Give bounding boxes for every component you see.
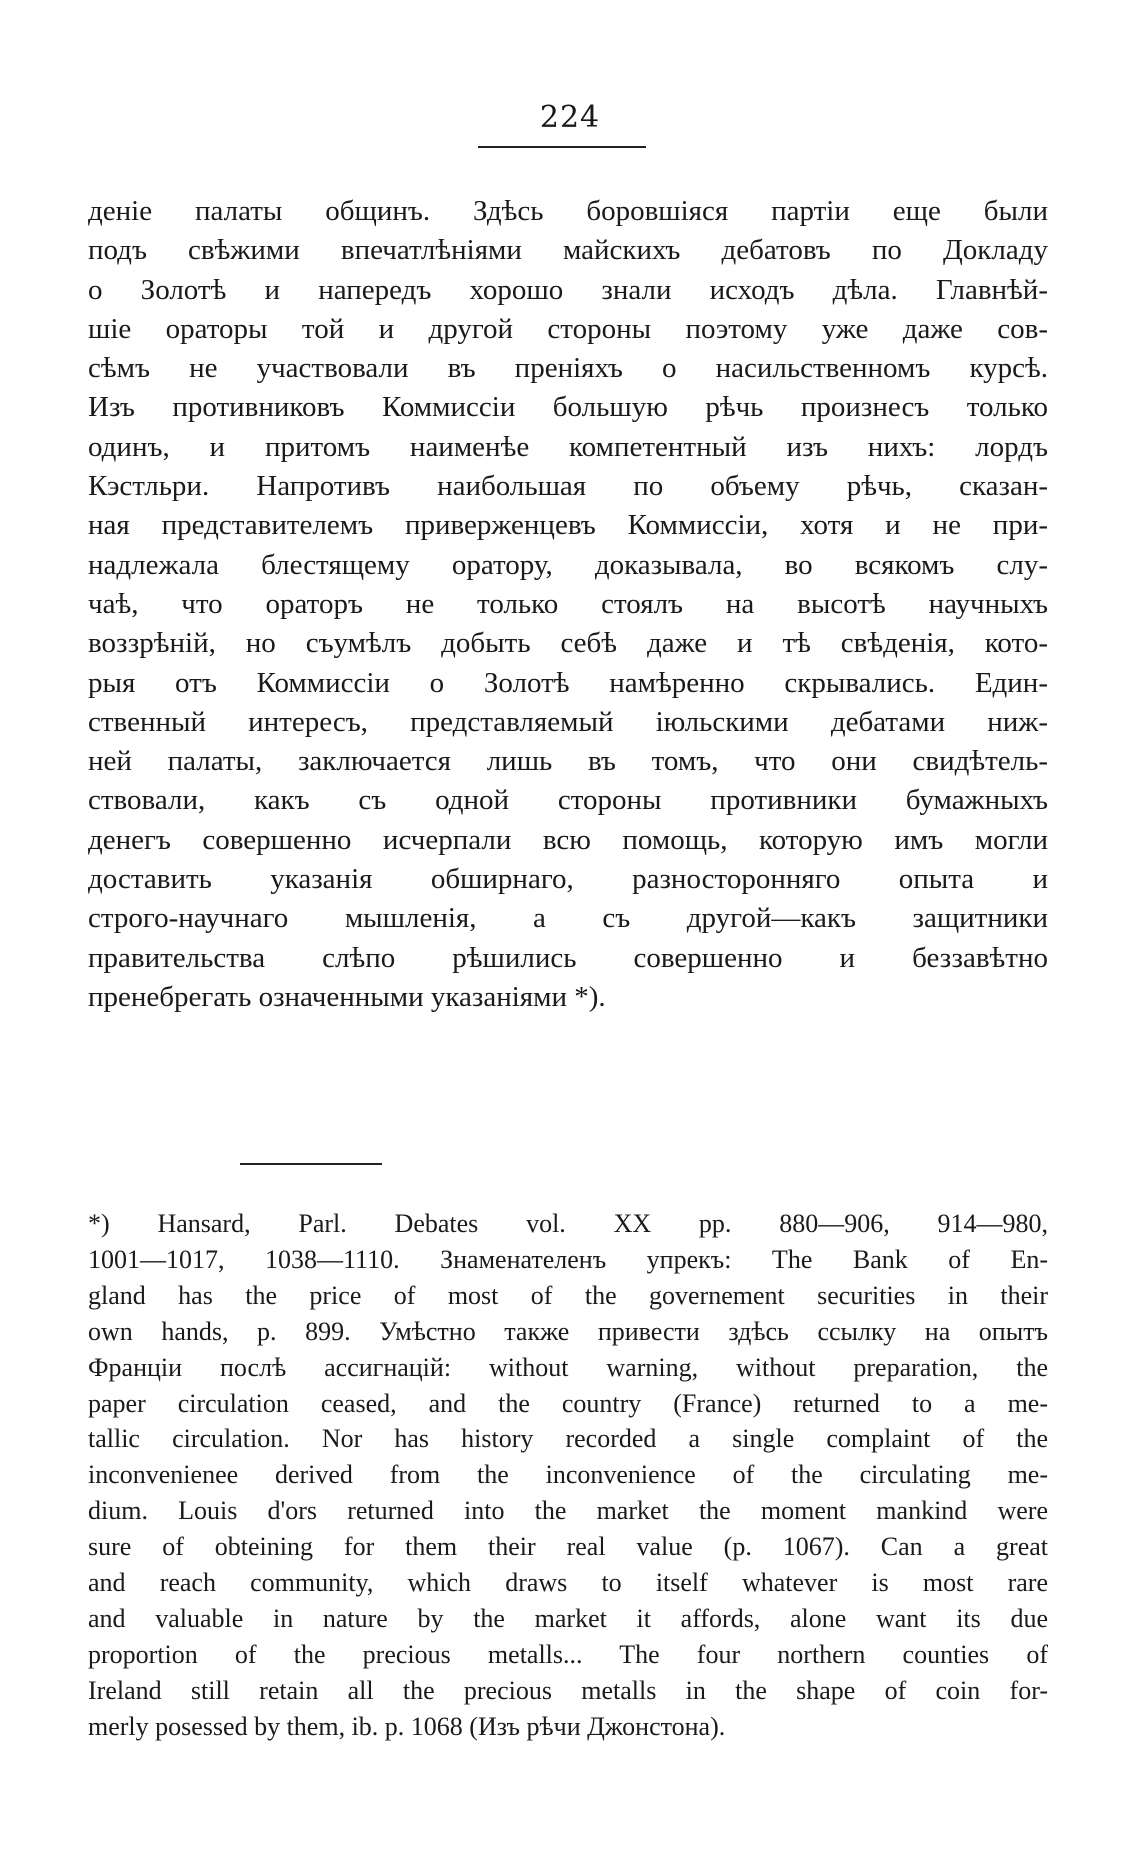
text-line: доставить указанія обширнаго, разносторонняго опыта и	[88, 863, 1048, 896]
text-line: о Золотѣ и напередъ хорошо знали исходъ дѣла. Главнѣй-	[88, 273, 1048, 306]
text-line: одинъ, и притомъ наименѣе компетентный изъ нихъ: лордъ	[88, 430, 1048, 463]
footnote-line: sure of obteining for them their real value (p. 1067). Can a great	[88, 1532, 1048, 1562]
text-line: Изъ противниковъ Коммиссіи большую рѣчь произнесъ только	[88, 391, 1048, 424]
text-line: ная представителемъ приверженцевъ Коммиссіи, хотя и не при-	[88, 509, 1048, 542]
footnote-line: own hands, p. 899. Умѣстно также привести здѣсь ссылку на опытъ	[88, 1316, 1048, 1346]
footnote-line: *) Hansard, Parl. Debates vol. XX pp. 880—906, 914—980,	[88, 1209, 1048, 1238]
text-line: сѣмъ не участвовали въ преніяхъ о насильственномъ курсѣ.	[88, 352, 1048, 385]
footnote	[88, 1206, 1048, 1745]
footnote-line: Ireland still retain all the precious metalls in the shape of coin for-	[88, 1675, 1048, 1705]
main-text	[88, 192, 1048, 1017]
footnote-line: paper circulation ceased, and the country (France) returned to a me-	[88, 1388, 1048, 1418]
text-line: Кэстльри. Напротивъ наибольшая по объему рѣчь, сказан-	[88, 470, 1048, 503]
footnote-line: gland has the price of most of the governement securities in their	[88, 1280, 1048, 1310]
text-line: воззрѣній, но съумѣлъ добыть себѣ даже и тѣ свѣденія, кото-	[88, 627, 1048, 660]
text-line: рыя отъ Коммиссіи о Золотѣ намѣренно скрывались. Един-	[88, 666, 1048, 699]
text-line: ней палаты, заключается лишь въ томъ, что они свидѣтель-	[88, 745, 1048, 778]
text-line: надлежала блестящему оратору, доказывала, во всякомъ слу-	[88, 548, 1048, 581]
page-number: 224	[539, 100, 601, 135]
text-line: ствовали, какъ съ одной стороны противники бумажныхъ	[88, 784, 1048, 817]
text-line: пренебрегать означенными указаніями *).	[88, 980, 606, 1013]
footnote-line: inconvenienee derived from the inconvenience of the circulating me-	[88, 1460, 1048, 1490]
page-number-rule	[478, 146, 646, 148]
footnote-line: proportion of the precious metalls... The four northern counties of	[88, 1639, 1048, 1669]
footnote-line: tallic circulation. Nor has history recorded a single complaint of the	[88, 1424, 1048, 1454]
text-line: строго-научнаго мышленія, а съ другой—какъ защитники	[88, 902, 1048, 935]
text-line: правительства слѣпо рѣшились совершенно и беззавѣтно	[88, 941, 1048, 974]
footnote-line: merly posessed by them, ib. p. 1068 (Изъ рѣчи Джонстона).	[88, 1711, 726, 1741]
footnote-separator	[240, 1163, 382, 1165]
text-line: чаѣ, что ораторъ не только стоялъ на высотѣ научныхъ	[88, 587, 1048, 620]
footnote-line: dium. Louis d'ors returned into the market the moment mankind were	[88, 1496, 1048, 1526]
text-line: деніе палаты общинъ. Здѣсь боровшіяся партіи еще были	[88, 195, 1048, 227]
text-line: ственный интересъ, представляемый іюльскими дебатами ниж-	[88, 705, 1048, 738]
text-line: подъ свѣжими впечатлѣніями майскихъ дебатовъ по Докладу	[88, 234, 1048, 267]
text-line: шіе ораторы той и другой стороны поэтому уже даже сов-	[88, 312, 1048, 345]
footnote-line: Франціи послѣ ассигнацій: without warning, without preparation, the	[88, 1352, 1048, 1382]
footnote-line: 1001—1017, 1038—1110. Знаменателенъ упрекъ: The Bank of En-	[88, 1244, 1048, 1274]
footnote-line: and valuable in nature by the market it affords, alone want its due	[88, 1603, 1048, 1633]
footnote-line: and reach community, which draws to itself whatever is most rare	[88, 1568, 1048, 1598]
text-line: денегъ совершенно исчерпали всю помощь, которую имъ могли	[88, 823, 1048, 856]
